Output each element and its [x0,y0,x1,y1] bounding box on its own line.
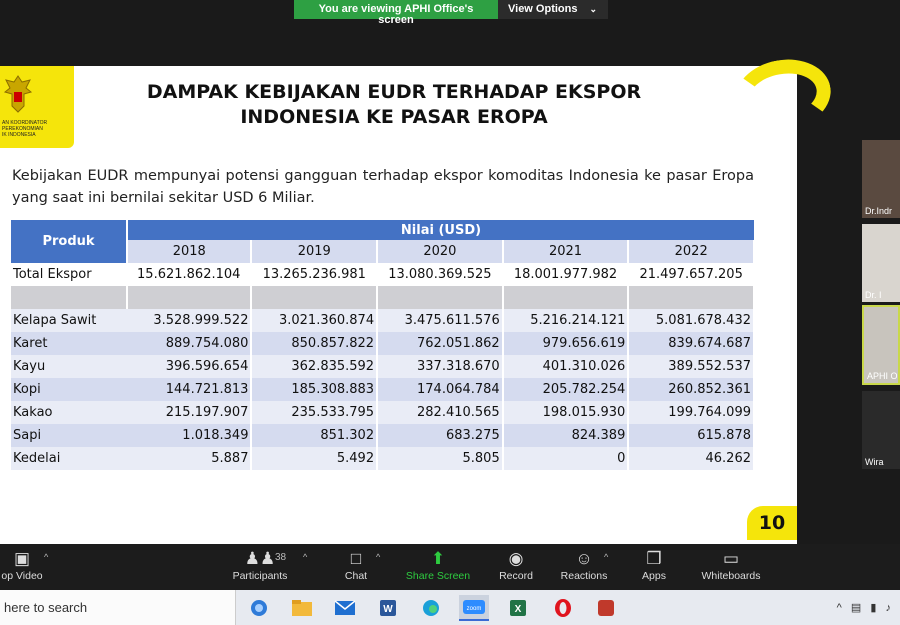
participants-options-caret[interactable]: ^ [303,552,308,562]
apps-button[interactable]: ❒ Apps [636,544,672,590]
value-cell: 615.878 [628,424,754,447]
system-tray[interactable] [837,601,894,614]
whiteboards-button[interactable]: ▭ Whiteboards [698,544,764,590]
file-explorer-icon[interactable] [287,595,317,621]
value-cell: 401.310.026 [503,355,629,378]
table-row [11,332,754,355]
logo-text: AN KOORDINATOR PEREKONOMIAN IK INDONESIA [2,120,48,138]
value-cell: 5.081.678.432 [628,309,754,332]
decorative-arc [730,52,837,138]
participant-tile[interactable]: Wira [862,391,900,469]
row-label: Karet [11,332,127,355]
value-cell: 5.492 [251,447,377,470]
participants-icon: ♟♟ [244,549,276,568]
search-placeholder: here to search [4,600,88,615]
value-cell: 144.721.813 [127,378,251,401]
row-label: Kakao [11,401,127,424]
mail-app-icon[interactable] [330,595,360,621]
value-cell: 389.552.537 [628,355,754,378]
chat-options-caret[interactable]: ^ [376,552,381,562]
value-cell: 337.318.670 [377,355,503,378]
table-spacer-row [11,286,754,309]
stop-video-button[interactable]: ▣ op Video [0,544,44,590]
svg-text:W: W [383,604,393,615]
value-cell: 235.533.795 [251,401,377,424]
chevron-up-icon[interactable]: ^ [836,602,845,614]
year-header: 2021 [503,240,629,263]
column-header-nilai: Nilai (USD) [127,220,754,240]
table-row [11,309,754,332]
value-cell: 205.782.254 [503,378,629,401]
slide-title: DAMPAK KEBIJAKAN EUDR TERHADAP EKSPOR INDONESIA KE PASAR EROPA [146,81,642,128]
volume-icon[interactable]: ♪ [885,602,894,614]
garuda-emblem-icon [4,74,32,114]
chevron-down-icon: ⌄ [589,4,598,14]
share-screen-button[interactable]: ⬆ Share Screen [402,544,474,590]
video-camera-icon: ▣ [13,549,31,568]
svg-text:X: X [514,604,522,615]
value-cell: 198.015.930 [503,401,629,424]
table-row [11,378,754,401]
value-cell: 199.764.099 [628,401,754,424]
year-header: 2018 [127,240,251,263]
windows-taskbar [0,590,900,625]
value-cell: 362.835.592 [251,355,377,378]
value-cell: 185.308.883 [251,378,377,401]
value-cell: 889.754.080 [127,332,251,355]
ministry-logo [0,66,74,148]
record-icon: ◉ [508,549,524,568]
value-cell: 46.262 [628,447,754,470]
view-options-button[interactable] [498,0,608,19]
shared-slide [0,66,797,544]
export-value-table [11,220,755,470]
word-app-icon[interactable] [373,595,403,621]
viewing-screen-label: You are viewing APHI Office's screen [294,0,498,19]
whiteboard-icon: ▭ [722,549,740,568]
table-row [11,447,754,470]
row-label: Sapi [11,424,127,447]
unknown-app-icon[interactable] [591,595,621,621]
participant-tile[interactable]: Dr. I [862,224,900,302]
row-label: Kopi [11,378,127,401]
value-cell: 3.475.611.576 [377,309,503,332]
slide-intro-text: Kebijakan EUDR mempunyai potensi gangguan terhadap ekspor komoditas Indonesia ke pasar Eropa yang saat ini bernilai sekitar USD 6 Miliar. [12,168,754,206]
row-label: Kedelai [11,447,127,470]
value-cell: 850.857.822 [251,332,377,355]
value-cell: 174.064.784 [377,378,503,401]
edge-browser-icon[interactable] [416,595,446,621]
zoom-toolbar [0,544,900,590]
value-cell: 5.805 [377,447,503,470]
value-cell: 215.197.907 [127,401,251,424]
battery-icon[interactable]: ▮ [870,602,880,614]
value-cell: 824.389 [503,424,629,447]
svg-text:zoom: zoom [466,606,482,612]
year-header: 2020 [377,240,503,263]
chat-icon: □ [350,549,362,568]
value-cell: 396.596.654 [127,355,251,378]
participant-tile[interactable]: Dr.Indr [862,140,900,218]
year-header: 2022 [628,240,754,263]
value-cell: 3.021.360.874 [251,309,377,332]
value-cell: 1.018.349 [127,424,251,447]
opera-browser-icon[interactable] [548,595,578,621]
reactions-icon: ☺ [575,549,593,568]
screen-share-banner [294,0,608,26]
zoom-app-icon[interactable] [459,595,489,621]
value-cell: 683.275 [377,424,503,447]
value-cell: 260.852.361 [628,378,754,401]
value-cell: 851.302 [251,424,377,447]
taskbar-search-box[interactable] [0,590,236,625]
value-cell: 979.656.619 [503,332,629,355]
row-label: Kelapa Sawit [11,309,127,332]
photos-app-icon[interactable] [244,595,274,621]
network-icon[interactable]: ▤ [850,602,865,614]
view-options-label: View Options [508,3,578,15]
value-cell: 5.887 [127,447,251,470]
table-row [11,424,754,447]
reactions-options-caret[interactable]: ^ [604,552,609,562]
chat-button[interactable]: □ Chat [336,544,376,590]
column-header-produk: Produk [11,220,127,263]
row-label: Kayu [11,355,127,378]
participant-tile[interactable]: APHI O [862,305,900,385]
value-cell: 0 [503,447,629,470]
value-cell: 3.528.999.522 [127,309,251,332]
slide-page-number: 10 [747,506,797,540]
video-options-caret[interactable]: ^ [44,552,49,562]
table-row-total: Total Ekspor 15.621.862.104 13.265.236.981 13.080.369.525 18.001.977.982 21.497.657.205 [11,263,754,286]
reactions-button[interactable]: ☺ Reactions [558,544,610,590]
participant-count: 38 [275,552,287,563]
value-cell: 5.216.214.121 [503,309,629,332]
excel-app-icon[interactable] [503,595,533,621]
apps-icon: ❒ [646,549,662,568]
year-header: 2019 [251,240,377,263]
value-cell: 839.674.687 [628,332,754,355]
table-row [11,401,754,424]
value-cell: 762.051.862 [377,332,503,355]
value-cell: 282.410.565 [377,401,503,424]
participants-button[interactable]: ♟♟ Participants [228,544,292,590]
record-button[interactable]: ◉ Record [494,544,538,590]
share-screen-icon: ⬆ [430,549,446,568]
table-row [11,355,754,378]
